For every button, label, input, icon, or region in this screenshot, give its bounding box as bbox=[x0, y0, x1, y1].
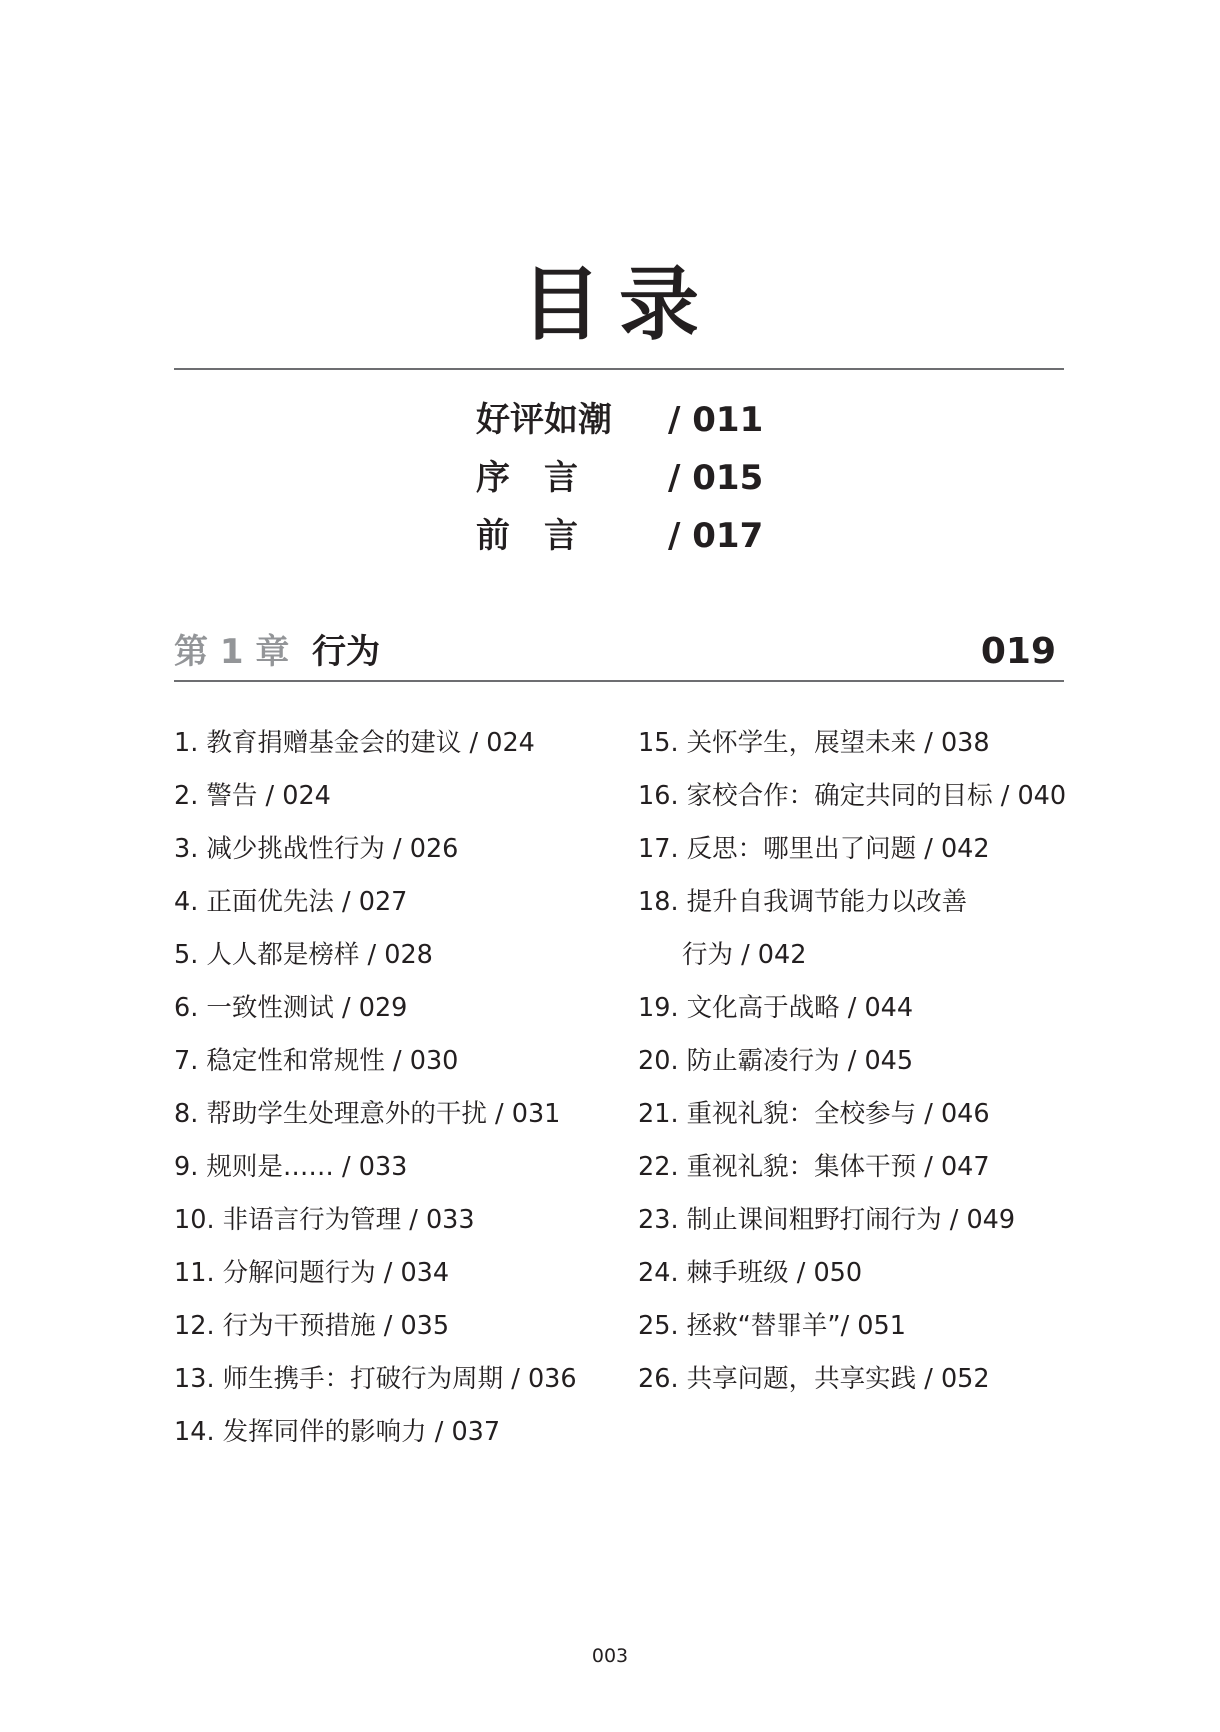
title-divider bbox=[174, 368, 1064, 370]
page-title: 目录 bbox=[521, 258, 717, 351]
chapter-page: 019 bbox=[980, 631, 1056, 672]
toc-entry[interactable]: 18. 提升自我调节能力以改善 bbox=[638, 887, 968, 917]
toc-entry[interactable]: 13. 师生携手：打破行为周期 / 036 bbox=[174, 1364, 577, 1394]
toc-entry[interactable]: 20. 防止霸凌行为 / 045 bbox=[638, 1046, 914, 1076]
chapter-number: 第 1 章 bbox=[174, 632, 290, 672]
chapter-title[interactable]: 行为 bbox=[312, 632, 380, 672]
toc-entry-continuation[interactable]: 行为 / 042 bbox=[682, 940, 807, 970]
front-matter-page: / 011 bbox=[668, 400, 764, 440]
toc-entry[interactable]: 25. 拯救“替罪羊”/ 051 bbox=[638, 1311, 906, 1341]
front-matter-title: 前 言 bbox=[476, 516, 578, 556]
toc-entry[interactable]: 26. 共享问题，共享实践 / 052 bbox=[638, 1364, 990, 1394]
toc-entry[interactable]: 2. 警告 / 024 bbox=[174, 781, 331, 811]
toc-entry[interactable]: 7. 稳定性和常规性 / 030 bbox=[174, 1046, 459, 1076]
front-matter-page: / 015 bbox=[668, 458, 764, 498]
toc-entry[interactable]: 14. 发挥同伴的影响力 / 037 bbox=[174, 1417, 501, 1447]
toc-entry[interactable]: 8. 帮助学生处理意外的干扰 / 031 bbox=[174, 1099, 561, 1129]
toc-entry[interactable]: 10. 非语言行为管理 / 033 bbox=[174, 1205, 475, 1235]
front-matter-page: / 017 bbox=[668, 516, 764, 556]
toc-entry[interactable]: 3. 减少挑战性行为 / 026 bbox=[174, 834, 459, 864]
toc-entry[interactable]: 4. 正面优先法 / 027 bbox=[174, 887, 408, 917]
front-matter-title: 序 言 bbox=[476, 458, 578, 498]
toc-entry[interactable]: 23. 制止课间粗野打闹行为 / 049 bbox=[638, 1205, 1016, 1235]
toc-entry[interactable]: 1. 教育捐赠基金会的建议 / 024 bbox=[174, 728, 535, 758]
toc-entry[interactable]: 11. 分解问题行为 / 034 bbox=[174, 1258, 450, 1288]
toc-entry[interactable]: 17. 反思：哪里出了问题 / 042 bbox=[638, 834, 990, 864]
toc-right-column bbox=[638, 718, 1078, 1407]
front-matter-entry[interactable] bbox=[476, 398, 806, 442]
toc-entry[interactable]: 21. 重视礼貌：全校参与 / 046 bbox=[638, 1099, 990, 1129]
toc-entry[interactable]: 15. 关怀学生，展望未来 / 038 bbox=[638, 728, 990, 758]
toc-entry[interactable]: 5. 人人都是榜样 / 028 bbox=[174, 940, 433, 970]
front-matter-entry[interactable] bbox=[476, 514, 806, 558]
page-number: 003 bbox=[591, 1645, 629, 1667]
toc-entry[interactable]: 19. 文化高于战略 / 044 bbox=[638, 993, 914, 1023]
toc-entry[interactable]: 24. 棘手班级 / 050 bbox=[638, 1258, 863, 1288]
toc-entry[interactable]: 16. 家校合作：确定共同的目标 / 040 bbox=[638, 781, 1067, 811]
front-matter-title: 好评如潮 bbox=[476, 400, 612, 440]
toc-entry[interactable]: 12. 行为干预措施 / 035 bbox=[174, 1311, 450, 1341]
front-matter-entry[interactable] bbox=[476, 456, 806, 500]
toc-entry[interactable]: 6. 一致性测试 / 029 bbox=[174, 993, 408, 1023]
toc-entry[interactable]: 9. 规则是…… / 033 bbox=[174, 1152, 408, 1182]
toc-left-column bbox=[174, 718, 624, 1460]
chapter-divider bbox=[174, 680, 1064, 682]
toc-entry[interactable]: 22. 重视礼貌：集体干预 / 047 bbox=[638, 1152, 990, 1182]
